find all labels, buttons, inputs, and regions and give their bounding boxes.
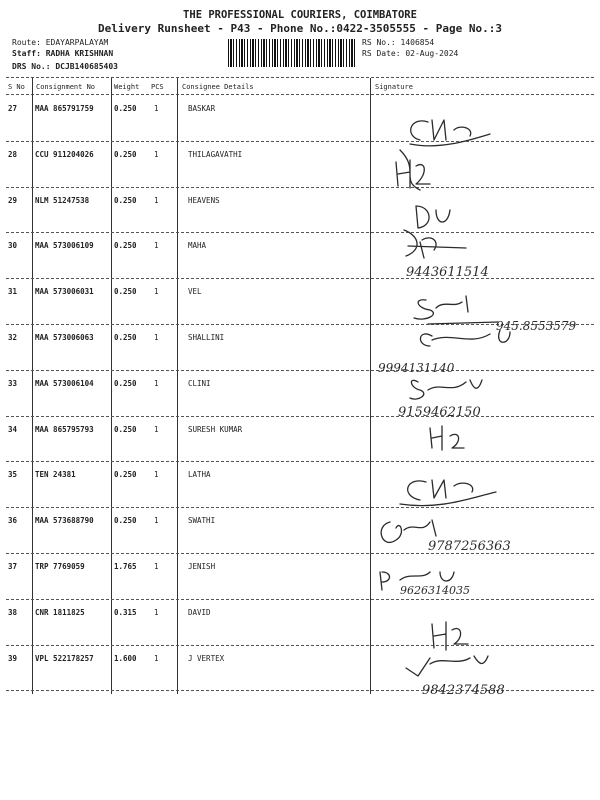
row-consignment: MAA 573006063: [35, 333, 94, 342]
phone-note-30: 9443611514: [406, 265, 489, 280]
phone-note-34: 9159462150: [398, 405, 481, 420]
row-weight: 0.250: [114, 149, 137, 159]
col-header-consignee: Consignee Details: [182, 83, 254, 91]
row-sno: 36: [8, 516, 18, 526]
row-sno: 39: [8, 653, 18, 663]
row-pcs: 1: [154, 287, 159, 297]
drs-number: DRS No.: DCJB140685403: [12, 62, 118, 71]
col-header-pcs: PCS: [151, 83, 164, 91]
row-weight: 0.315: [114, 607, 137, 617]
table-top-rule: [6, 77, 594, 78]
col-header-sno: S No: [8, 83, 25, 91]
row-weight: 0.250: [114, 378, 137, 388]
runsheet-barcode: [228, 39, 356, 67]
row-pcs: 1: [154, 149, 159, 159]
row-consignment: TEN 24381: [35, 470, 76, 480]
phone-note-32: 945.8553579: [496, 319, 577, 333]
signature-35-icon: [400, 480, 496, 506]
row-consignment: MAA 573006104: [35, 378, 94, 388]
signature-28-icon: [396, 150, 430, 190]
row-sno: 38: [8, 607, 18, 617]
row-pcs: 1: [154, 607, 159, 617]
row-consignee: J VERTEX: [188, 653, 225, 663]
row-consignee: SHALLINI: [188, 333, 225, 342]
row-consignee: JENISH: [188, 562, 216, 571]
table-header-rule: [6, 94, 594, 95]
phone-note-36: 9787256363: [428, 539, 511, 554]
row-consignment: MAA 573006109: [35, 241, 94, 251]
row-consignee: MAHA: [188, 241, 207, 251]
col-divider: [32, 78, 33, 694]
route-label: Route: EDAYARPALAYAM: [12, 38, 109, 47]
row-weight: 0.250: [114, 516, 137, 526]
row-consignee: THILAGAVATHI: [188, 149, 243, 159]
row-consignee: VEL: [188, 287, 202, 297]
row-consignment: MAA 865795793: [35, 424, 94, 434]
row-pcs: 1: [154, 424, 159, 434]
row-weight: 0.250: [114, 287, 137, 297]
signature-29-icon: [416, 206, 450, 258]
row-weight: 0.250: [114, 104, 137, 113]
row-sno: 32: [8, 333, 18, 342]
staff-label: Staff: RADHA KRISHNAN: [12, 49, 114, 58]
signature-33-icon: [410, 380, 482, 399]
row-pcs: 1: [154, 470, 159, 480]
signature-39-icon: [406, 656, 488, 676]
row-weight: 1.765: [114, 562, 137, 571]
row-consignment: CNR 1811825: [35, 607, 85, 617]
col-header-weight: Weight: [114, 83, 140, 91]
row-consignment: VPL 522178257: [35, 653, 94, 663]
row-consignee: SWATHI: [188, 516, 216, 526]
row-weight: 1.600: [114, 653, 137, 663]
row-sno: 30: [8, 241, 18, 251]
row-sno: 28: [8, 149, 18, 159]
signature-30-icon: [404, 230, 466, 256]
col-header-signature: Signature: [375, 83, 413, 91]
company-name: THE PROFESSIONAL COURIERS, COIMBATORE: [183, 9, 417, 21]
row-weight: 0.250: [114, 424, 137, 434]
rs-number: RS No.: 1406854: [362, 38, 435, 47]
row-consignment: MAA 573688790: [35, 516, 94, 526]
row-consignee: HEAVENS: [188, 195, 220, 205]
row-sno: 33: [8, 378, 18, 388]
row-consignee: BASKAR: [188, 104, 216, 113]
row-weight: 0.250: [114, 333, 137, 342]
signature-strokes: [370, 110, 600, 710]
row-consignee: LATHA: [188, 470, 211, 480]
row-weight: 0.250: [114, 241, 137, 251]
phone-note-39: 9842374588: [422, 683, 505, 698]
row-consignee: DAVID: [188, 607, 211, 617]
row-sno: 37: [8, 562, 18, 571]
signature-34-icon: [430, 426, 464, 450]
row-pcs: 1: [154, 333, 159, 342]
col-divider: [177, 78, 178, 694]
col-header-consignment: Consignment No: [36, 83, 96, 91]
row-consignment: MAA 865791759: [35, 104, 94, 113]
row-weight: 0.250: [114, 470, 137, 480]
signature-31-icon: [414, 296, 498, 324]
runsheet-title: Delivery Runsheet - P43 - Phone No.:0422-3505555 - Page No.:3: [98, 22, 502, 35]
row-consignment: CCU 911204026: [35, 149, 94, 159]
phone-note-33: 9994131140: [378, 361, 455, 375]
rs-date: RS Date: 02-Aug-2024: [362, 49, 459, 58]
row-consignment: MAA 573006031: [35, 287, 94, 297]
row-consignee: SURESH KUMAR: [188, 424, 243, 434]
col-divider: [111, 78, 112, 694]
row-consignment: NLM 51247538: [35, 195, 90, 205]
row-sno: 29: [8, 195, 18, 205]
row-sno: 31: [8, 287, 18, 297]
row-consignment: TRP 7769059: [35, 562, 85, 571]
phone-note-37: 9626314035: [400, 584, 470, 597]
row-pcs: 1: [154, 378, 159, 388]
row-pcs: 1: [154, 562, 159, 571]
row-weight: 0.250: [114, 195, 137, 205]
row-pcs: 1: [154, 104, 159, 113]
row-pcs: 1: [154, 195, 159, 205]
row-consignee: CLINI: [188, 378, 211, 388]
row-sno: 35: [8, 470, 18, 480]
signature-38-icon: [432, 622, 468, 650]
row-sno: 34: [8, 424, 18, 434]
signature-27-icon: [410, 120, 490, 146]
row-pcs: 1: [154, 653, 159, 663]
row-sno: 27: [8, 104, 18, 113]
row-pcs: 1: [154, 516, 159, 526]
row-pcs: 1: [154, 241, 159, 251]
